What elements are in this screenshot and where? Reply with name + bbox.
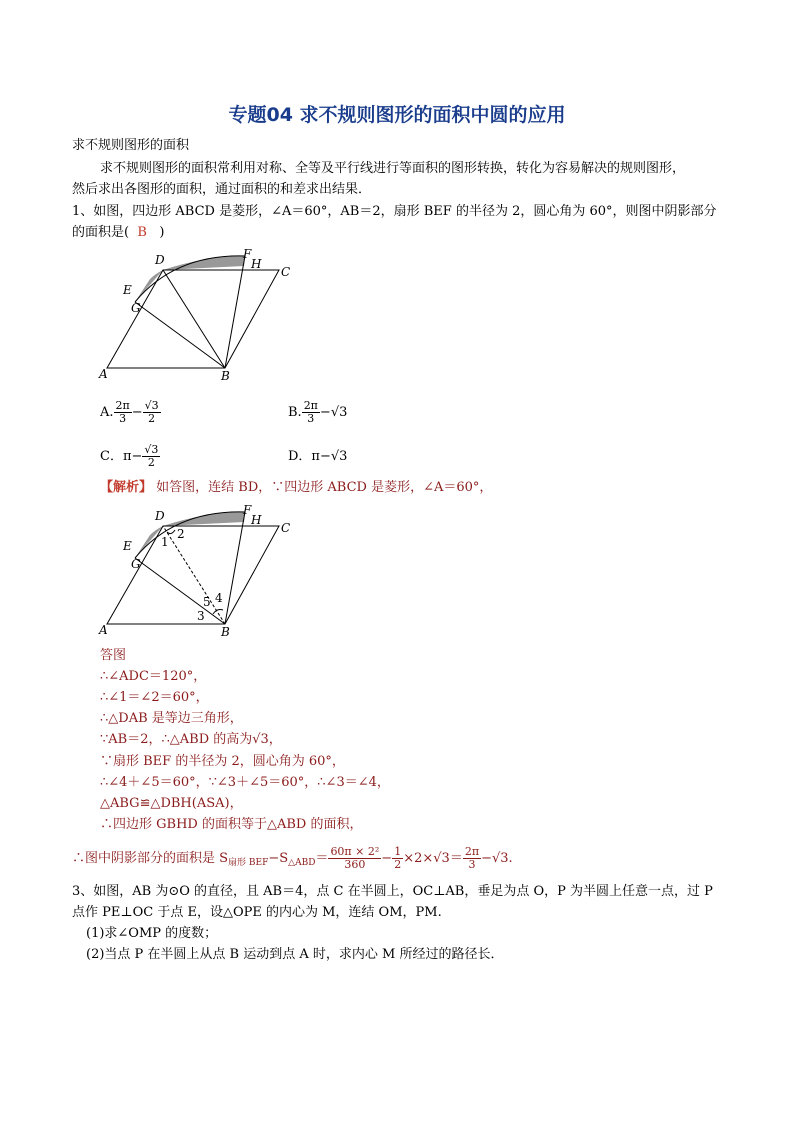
section-heading: 求不规则图形的面积 bbox=[72, 138, 190, 153]
label-f: F bbox=[243, 247, 252, 261]
label-e: E bbox=[123, 283, 132, 297]
angle-3: 3 bbox=[197, 609, 205, 623]
option-d[interactable]: D．π−√3 bbox=[288, 449, 348, 464]
step-5: ∵扇形 BEF 的半径为 2，圆心角为 60°， bbox=[100, 754, 345, 769]
label-b: B bbox=[221, 369, 230, 383]
svg-text:A: A bbox=[99, 623, 108, 637]
q1-line-1: 1、如图，四边形 ABCD 是菱形，∠A＝60°，AB＝2，扇形 BEF 的半径为 2，圆心角为 60°，则图中阴影部分 bbox=[72, 204, 717, 219]
option-a[interactable]: A. $\frac{2\pi}{3}$ − $\frac{√3}{2}$ bbox=[100, 399, 159, 425]
label-c: C bbox=[281, 265, 291, 279]
option-c[interactable]: C．π− $\frac{√3}{2}$ bbox=[100, 443, 159, 469]
q1-line-2: 的面积是( B ) bbox=[72, 225, 165, 240]
angle-1: 1 bbox=[161, 535, 169, 549]
svg-text:C: C bbox=[281, 521, 291, 535]
label-d: D bbox=[155, 253, 165, 267]
step-2: ∴∠1＝∠2＝60°， bbox=[100, 690, 209, 705]
svg-text:B: B bbox=[221, 625, 230, 639]
angle-2: 2 bbox=[177, 527, 185, 541]
svg-text:G: G bbox=[131, 557, 141, 571]
svg-text:F: F bbox=[243, 503, 252, 517]
final-answer: ∴图中阴影部分的面积是 $S_{扇形 BEF}-S_{\triangle ABD}=$ $\frac{\text{60π × 2²}}{360}$ − $\frac{1}{2}$ ×2×√3＝ $\frac{2\pi}{3}$ −√3. bbox=[72, 845, 513, 871]
dashed-bd bbox=[163, 526, 225, 624]
step-3: ∴△DAB 是等边三角形， bbox=[100, 711, 243, 726]
figure-rhombus-2 bbox=[95, 500, 305, 640]
step-6: ∴∠4＋∠5＝60°，∵∠3＋∠5＝60°，∴∠3＝∠4， bbox=[100, 775, 390, 790]
svg-text:E: E bbox=[123, 539, 132, 553]
q3-line-1: 3、如图，AB 为⊙O 的直径，且 AB＝4，点 C 在半圆上，OC⊥AB，垂足为点 O，P 为半圆上任意一点，过 P bbox=[72, 884, 713, 899]
intro-line-2: 然后求出各图形的面积，通过面积的和差求出结果． bbox=[72, 182, 372, 197]
q3-line-2: 点作 PE⊥OC 于点 E，设△OPE 的内心为 M，连结 OM，PM. bbox=[72, 905, 442, 920]
label-a: A bbox=[99, 367, 108, 381]
segment-bf bbox=[225, 256, 245, 368]
segment-be bbox=[135, 302, 225, 368]
segment-bd bbox=[163, 270, 225, 368]
intro-line-1: 求不规则图形的面积常利用对称、全等及平行线进行等面积的图形转换，转化为容易解决的规则图形， bbox=[100, 161, 686, 176]
rhombus-abcd bbox=[107, 270, 279, 368]
page-title: 专题04 求不规则图形的面积中圆的应用 bbox=[228, 104, 566, 126]
svg-text:H: H bbox=[251, 513, 262, 527]
figure-rhombus-1 bbox=[95, 244, 305, 384]
label-g: G bbox=[131, 301, 141, 315]
q3-sub-1: (1)求∠OMP 的度数； bbox=[86, 926, 218, 941]
step-7: △ABG≌△DBH(ASA)， bbox=[100, 796, 243, 811]
option-b[interactable]: B. $\frac{2\pi}{3}$ −√3 bbox=[288, 399, 348, 425]
angle-4: 4 bbox=[215, 591, 223, 605]
q3-sub-2: (2)当点 P 在半圆上从点 B 运动到点 A 时，求内心 M 所经过的路径长． bbox=[86, 947, 504, 962]
step-8: ∴四边形 GBHD 的面积等于△ABD 的面积， bbox=[100, 817, 363, 832]
angle-5: 5 bbox=[203, 595, 211, 609]
q1-answer: B bbox=[137, 225, 147, 240]
figure-caption: 答图 bbox=[100, 648, 127, 663]
step-1: ∴∠ADC＝120°， bbox=[100, 669, 207, 684]
analysis-intro: 【解析】 如答图，连结 BD，∵四边形 ABCD 是菱形，∠A＝60°， bbox=[100, 480, 493, 495]
step-4: ∵AB＝2，∴△ABD 的高为√3， bbox=[100, 732, 282, 747]
svg-text:D: D bbox=[155, 509, 165, 523]
label-h: H bbox=[251, 257, 262, 271]
